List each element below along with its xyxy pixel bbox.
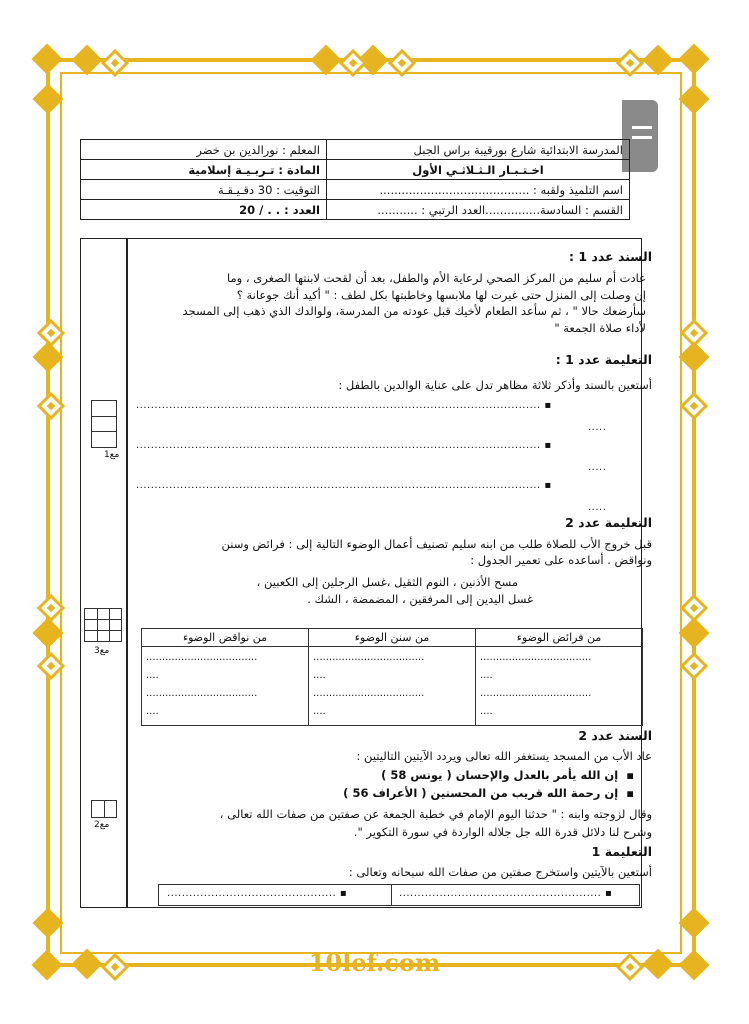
- answer-line-2[interactable]: .............................................................................................................. ▪: [136, 440, 552, 451]
- right-diamond-2: [678, 341, 709, 372]
- task2-line-2: ونواقض . أساعده على تعمير الجدول :: [470, 553, 652, 567]
- subject: المادة : تـربـيـة إسلامية: [81, 160, 327, 180]
- verse-2-text: إن رحمة الله قريب من المحسنين ( الأعراف 56 ): [343, 786, 619, 800]
- grade-grid-3: [91, 800, 117, 818]
- sanad1-line-4: لأداء صلاة الجمعة ": [554, 321, 646, 335]
- right-diamond-3: [678, 617, 709, 648]
- answer-line-1[interactable]: .............................................................................................................. ▪: [136, 400, 552, 411]
- sanad1-line-3: سأرضعك حالا " ، ثم سأعد الطعام لأخيك قبل عودته من المدرسة، ولوالدك الذي ذهب إلى المسجد: [182, 304, 646, 318]
- score-field[interactable]: العدد : . . / 20: [81, 200, 327, 220]
- frame-right: [692, 58, 696, 967]
- task3-title: التعليمة 1: [591, 844, 652, 859]
- verse-1-text: إن الله يأمر بالعدل والإحسان ( يونس 58 ): [381, 768, 619, 782]
- margin-edge: [126, 238, 128, 908]
- table-cell-sunan[interactable]: ................................... .... ................................... ....: [309, 647, 476, 726]
- attribute-answer-1[interactable]: ....................................................... ▪: [399, 888, 613, 899]
- sanad2-line-1: وقال لزوجته وابنه : " حدثنا اليوم الإمام في خطبة الجمعة عن صفتين من صفات الله تعالى ،: [219, 807, 652, 821]
- grade-grid-2: [84, 608, 122, 642]
- answer-line-3b[interactable]: .....: [588, 502, 607, 513]
- task2-line-1: قبل خروج الأب للصلاة طلب من ابنه سليم تصنيف أعمال الوضوء التالية إلى : فرائض وسنن: [221, 537, 652, 551]
- left-diamond-1: [32, 83, 63, 114]
- frame-right-inner: [680, 72, 682, 954]
- top-diamond-2: [310, 44, 341, 75]
- task3-instruction: أستعين بالآيتين واستخرج صفتين من صفات الله سبحانه وتعالى :: [348, 865, 652, 879]
- right-diamond-4: [678, 907, 709, 938]
- right-ring-4: [680, 652, 708, 680]
- left-diamond-4: [32, 907, 63, 938]
- frame-left-inner: [60, 72, 62, 954]
- grade-grid-1: [91, 400, 117, 448]
- table-cell-nawaqid[interactable]: ................................... .... ................................... ....: [142, 647, 309, 726]
- task2-line-3: مسح الأذنين ، النوم الثقيل ،غسل الرجلين إلى الكعبين ،: [256, 575, 518, 589]
- answer-line-2b[interactable]: .....: [588, 462, 607, 473]
- answer-line-3[interactable]: .............................................................................................................. ▪: [136, 480, 552, 491]
- top-diamond-1: [71, 44, 102, 75]
- sanad2-verse-1: ▪ إن الله يأمر بالعدل والإحسان ( يونس 58 ): [381, 768, 634, 782]
- duration: التوقيت : 30 دقـيـقـة: [81, 180, 327, 200]
- student-name-field[interactable]: اسم التلميذ ولقبه : .........................................: [327, 180, 630, 200]
- left-diamond-3: [32, 617, 63, 648]
- left-diamond-2: [32, 341, 63, 372]
- teacher-name: المعلم : نورالدين بن خضر: [81, 140, 327, 160]
- right-diamond-1: [678, 83, 709, 114]
- sanad2-line-2: وشرح لنا دلائل قدرة الله جل جلاله الواردة في سورة التكوير ".: [353, 825, 652, 839]
- table-cell-faraid[interactable]: ................................... .... ................................... ....: [476, 647, 643, 726]
- task2-line-4: غسل اليدين إلى المرفقين ، المضمضة ، الشك .: [307, 592, 533, 606]
- sanad2-verse-2: ▪ إن رحمة الله قريب من المحسنين ( الأعراف 56 ): [343, 786, 634, 800]
- attributes-answer-box: [158, 884, 640, 906]
- site-watermark: 10lef.com: [308, 948, 441, 977]
- school-name: المدرسة الابتدائية شارع بورقيبة براس الجبل: [327, 140, 630, 160]
- table-header-faraid: من فرائض الوضوء: [476, 629, 643, 647]
- exam-header-table: [80, 139, 630, 220]
- sanad1-line-2: إن وصلت إلى المنزل حتى غيرت لها ملابسها وخاطبتها بكل لطف : " أكيد أنك جوعانة ؟: [236, 288, 646, 302]
- corner-diamond-tl: [31, 43, 62, 74]
- task1-instruction: أستعين بالسند وأذكر ثلاثة مظاهر تدل على عناية الوالدين بالطفل :: [338, 378, 652, 392]
- margin-label-3: مع2: [94, 820, 110, 830]
- table-header-nawaqid: من نواقض الوضوء: [142, 629, 309, 647]
- right-ring-2: [680, 392, 708, 420]
- margin-label-1: مع1: [104, 450, 120, 460]
- exam-title: اخـتـبـار الـثـلاثـي الأول: [327, 160, 630, 180]
- sanad2-intro: عاد الأب من المسجد يستغفر الله تعالى ويردد الآيتين التاليتين :: [356, 749, 652, 763]
- answer-box-divider: [391, 885, 392, 905]
- sanad2-title: السند عدد 2: [578, 728, 652, 743]
- sanad1-line-1: عادت أم سليم من المركز الصحي لرعاية الأم والطفل، بعد أن لقحت لابنتها الصغرى ، وما: [227, 271, 646, 285]
- attribute-answer-2[interactable]: .............................................. ▪: [167, 888, 348, 899]
- top-diamond-4: [642, 44, 673, 75]
- table-header-sunan: من سنن الوضوء: [309, 629, 476, 647]
- margin-label-2: مع3: [94, 646, 110, 656]
- wudu-classification-table: [141, 628, 643, 726]
- sanad1-title: السند عدد 1 :: [569, 249, 652, 264]
- answer-line-1b[interactable]: .....: [588, 422, 607, 433]
- class-info-field[interactable]: القسم : السادسة...............العدد الرتبي : ...........: [327, 200, 630, 220]
- frame-left: [46, 58, 50, 967]
- corner-diamond-tr: [678, 43, 709, 74]
- task2-title: التعليمة عدد 2: [565, 515, 652, 530]
- task1-title: التعليمة عدد 1 :: [555, 352, 652, 367]
